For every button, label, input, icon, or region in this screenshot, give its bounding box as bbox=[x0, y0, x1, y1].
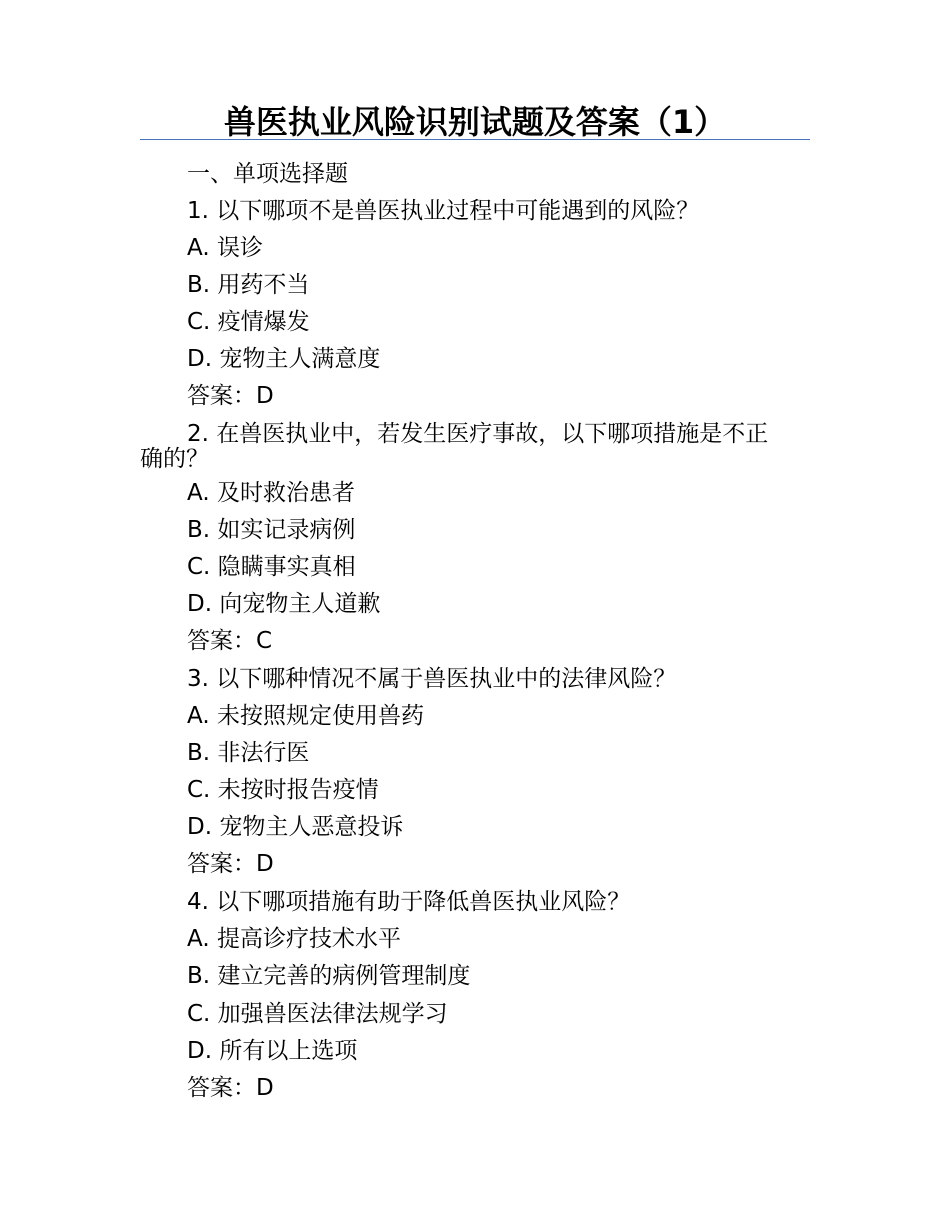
question-2-stem-line-2: 确的？ bbox=[140, 446, 209, 472]
question-4-answer: 答案：D bbox=[187, 1075, 274, 1101]
question-1-option-a: A. 误诊 bbox=[187, 235, 263, 261]
question-2-stem bbox=[140, 421, 812, 472]
question-3-option-d: D. 宠物主人恶意投诉 bbox=[187, 814, 404, 840]
question-2-answer: 答案：C bbox=[187, 628, 273, 654]
section-heading: 一、单项选择题 bbox=[187, 161, 348, 187]
question-4-option-b: B. 建立完善的病例管理制度 bbox=[187, 963, 471, 989]
question-3-stem: 3. 以下哪种情况不属于兽医执业中的法律风险？ bbox=[187, 666, 677, 692]
question-2-option-c: C. 隐瞒事实真相 bbox=[187, 554, 356, 580]
question-2-stem-line-1: 2. 在兽医执业中，若发生医疗事故，以下哪项措施是不正 bbox=[187, 421, 769, 447]
question-3-option-c: C. 未按时报告疫情 bbox=[187, 777, 379, 803]
question-1-option-d: D. 宠物主人满意度 bbox=[187, 346, 381, 372]
question-2-option-d: D. 向宠物主人道歉 bbox=[187, 591, 381, 617]
document-title: 兽医执业风险识别试题及答案（1） bbox=[223, 103, 727, 141]
question-3-answer: 答案：D bbox=[187, 851, 274, 877]
question-4-option-c: C. 加强兽医法律法规学习 bbox=[187, 1001, 448, 1027]
question-4-option-a: A. 提高诊疗技术水平 bbox=[187, 926, 401, 952]
question-1-option-b: B. 用药不当 bbox=[187, 272, 310, 298]
question-1-stem: 1. 以下哪项不是兽医执业过程中可能遇到的风险？ bbox=[187, 198, 700, 224]
question-3-option-a: A. 未按照规定使用兽药 bbox=[187, 703, 424, 729]
question-4-stem: 4. 以下哪项措施有助于降低兽医执业风险？ bbox=[187, 889, 631, 915]
question-1-answer: 答案：D bbox=[187, 383, 274, 409]
question-4-option-d: D. 所有以上选项 bbox=[187, 1038, 358, 1064]
question-2-option-a: A. 及时救治患者 bbox=[187, 480, 355, 506]
title-underline bbox=[140, 139, 810, 140]
question-1-option-c: C. 疫情爆发 bbox=[187, 309, 310, 335]
question-3-option-b: B. 非法行医 bbox=[187, 740, 310, 766]
question-2-option-b: B. 如实记录病例 bbox=[187, 517, 356, 543]
